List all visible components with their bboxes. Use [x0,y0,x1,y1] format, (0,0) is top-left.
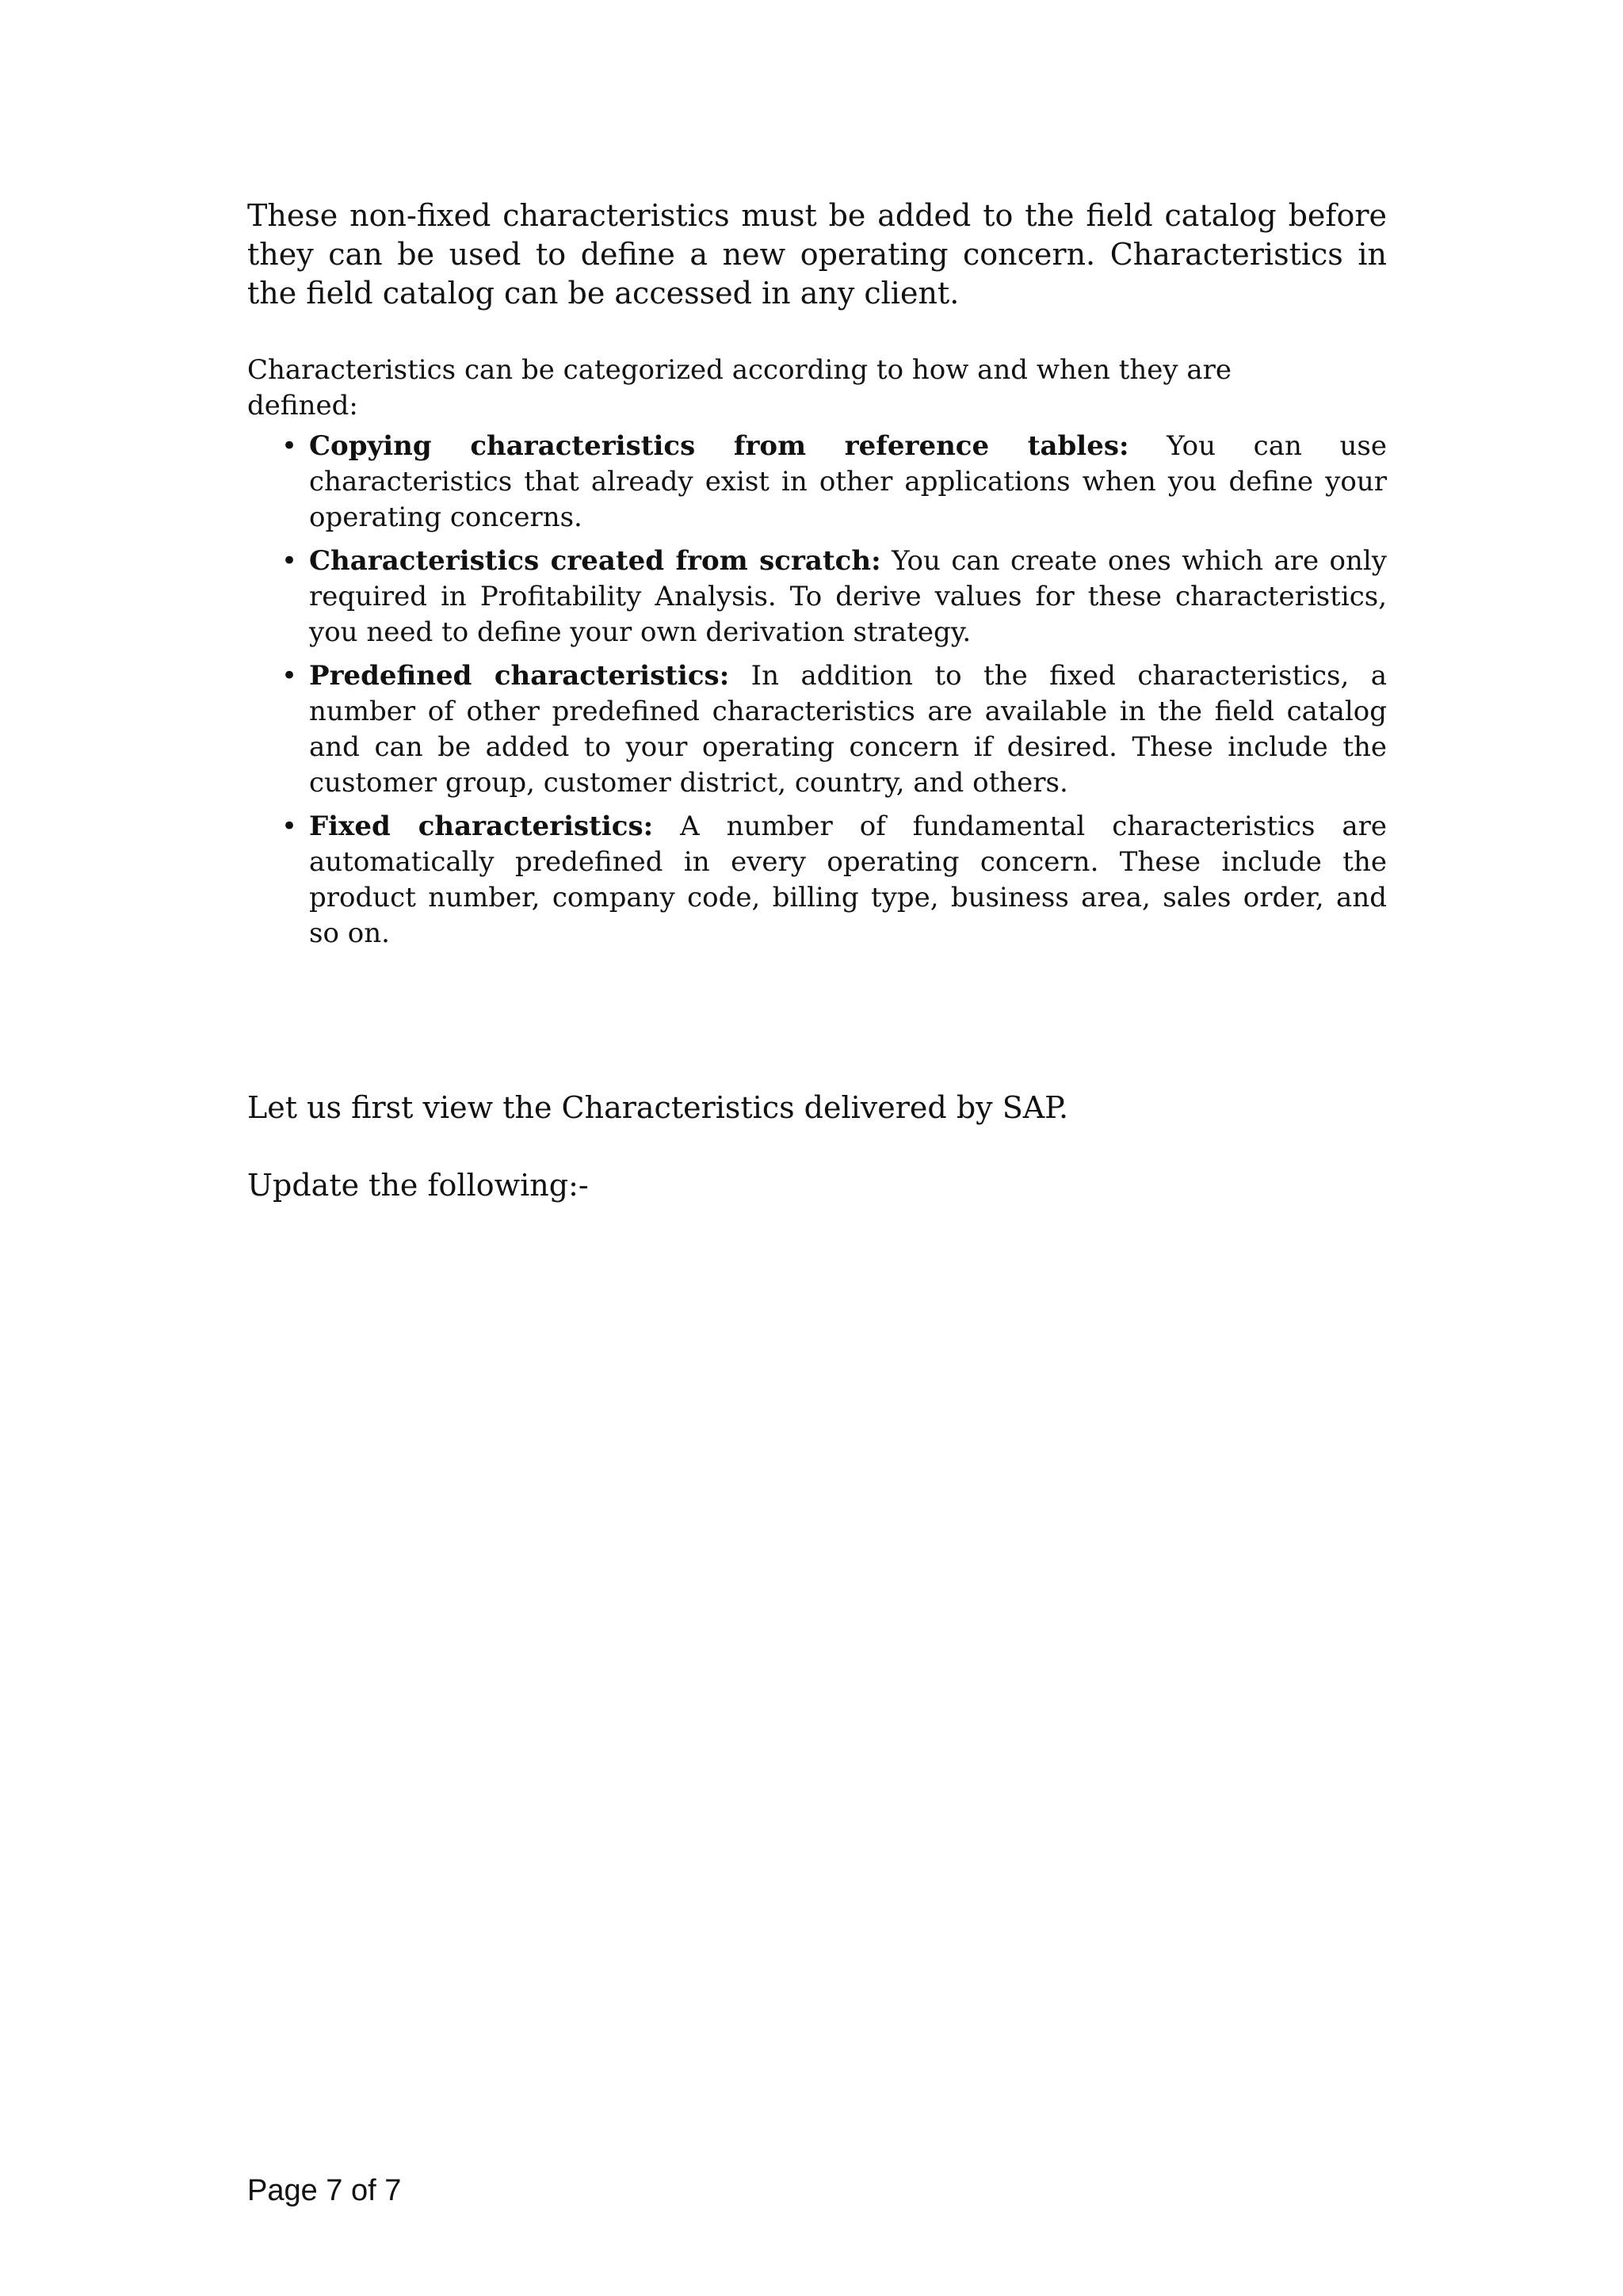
bullet-term: Fixed characteristics: [309,810,654,842]
page-number-footer: Page 7 of 7 [247,2174,402,2207]
bullet-description: In addition to the fixed characteristics, a number of other predefined characteristics are available in the field catalog and can be added to your operating concern if desired. These include the customer group, customer district, country, and others. [309,660,1387,799]
characteristics-list [247,429,1387,952]
bullet-description: You can create ones which are only required in Profitability Analysis. To derive values for these characteristics, you need to define your own derivation strategy. [309,545,1387,648]
list-item-created-from-scratch [247,543,1387,650]
bullet-icon: • [281,430,298,462]
bullet-term: Copying characteristics from reference tables: [309,430,1129,462]
bullet-description: You can use characteristics that already exist in other applications when you define your operating concerns. [309,430,1387,533]
view-characteristics-sentence: Let us first view the Characteristics delivered by SAP. [247,1090,1069,1125]
update-instruction: Update the following:- [247,1168,589,1203]
bullet-term: Characteristics created from scratch: [309,545,881,577]
bullet-term: Predefined characteristics: [309,660,730,692]
bullet-icon: • [281,810,298,842]
bullet-icon: • [281,545,298,577]
intro-paragraph: These non-fixed characteristics must be added to the field catalog before they can be used to define a new operating concern. Characteristics in the field catalog can be accessed in any client. [247,198,1387,311]
list-item-copying-characteristics [247,429,1387,536]
bullet-icon: • [281,660,298,692]
list-item-predefined-characteristics [247,658,1387,801]
page-content [247,196,1387,959]
bullet-description: A number of fundamental characteristics are automatically predefined in every operating concern. These include the product number, company code, billing type, business area, sales order, and so on. [309,810,1387,949]
list-item-fixed-characteristics [247,809,1387,952]
categorization-intro: Characteristics can be categorized according to how and when they are defined: [247,354,1232,421]
